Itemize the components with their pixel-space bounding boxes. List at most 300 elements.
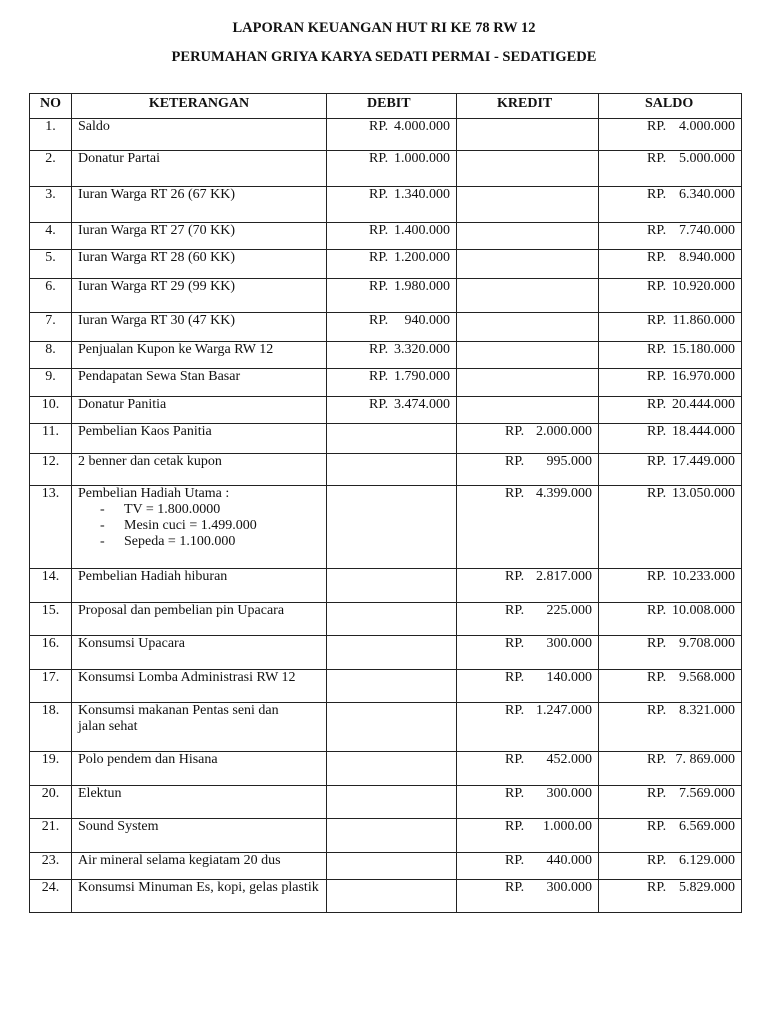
row-number: 23.: [30, 853, 72, 880]
currency-label: RP.: [647, 853, 667, 868]
prize-text: Sepeda = 1.100.000: [124, 534, 236, 549]
kredit-cell: [457, 279, 599, 313]
debit-cell: [327, 313, 457, 342]
currency-label: RP.: [369, 369, 389, 384]
prize-list: [78, 502, 320, 550]
saldo-cell: [599, 397, 742, 424]
description-text: Iuran Warga RT 29 (99 KK): [78, 279, 236, 294]
saldo-cell: [599, 151, 742, 187]
row-number: 16.: [30, 636, 72, 670]
row-number: 8.: [30, 342, 72, 369]
row-description: [72, 187, 327, 223]
description-text: Penjualan Kupon ke Warga RW 12: [78, 342, 274, 357]
saldo-cell: [599, 670, 742, 703]
row-number: 20.: [30, 786, 72, 819]
saldo-amount: [605, 752, 735, 768]
description-text: Pembelian Kaos Panitia: [78, 424, 212, 439]
currency-label: RP.: [505, 752, 525, 767]
debit-cell: [327, 279, 457, 313]
debit-amount: [333, 313, 450, 329]
kredit-value: 4.399.000: [536, 486, 592, 501]
kredit-amount: [463, 703, 592, 719]
kredit-value: 300.000: [546, 636, 592, 651]
saldo-value: 15.180.000: [672, 342, 735, 357]
debit-value: 1.000.000: [394, 151, 450, 166]
row-description: [72, 279, 327, 313]
row-number: 21.: [30, 819, 72, 853]
table-row: [30, 279, 742, 313]
saldo-cell: [599, 250, 742, 279]
row-description: [72, 670, 327, 703]
currency-label: RP.: [505, 454, 525, 469]
debit-value: 1.400.000: [394, 223, 450, 238]
kredit-cell: [457, 853, 599, 880]
kredit-cell: [457, 151, 599, 187]
kredit-amount: [463, 603, 592, 619]
row-description: [72, 486, 327, 569]
debit-cell: [327, 119, 457, 151]
currency-label: RP.: [369, 342, 389, 357]
saldo-value: 7.569.000: [679, 786, 735, 801]
row-description: [72, 313, 327, 342]
currency-label: RP.: [505, 636, 525, 651]
row-number: 24.: [30, 880, 72, 913]
saldo-cell: [599, 424, 742, 454]
debit-cell: [327, 486, 457, 569]
currency-label: RP.: [647, 454, 667, 469]
row-number: 19.: [30, 752, 72, 786]
kredit-amount: [463, 786, 592, 802]
description-text: Donatur Partai: [78, 151, 161, 166]
table-row: [30, 424, 742, 454]
kredit-cell: [457, 486, 599, 569]
kredit-amount: [463, 853, 592, 869]
saldo-cell: [599, 603, 742, 636]
row-number: 15.: [30, 603, 72, 636]
row-description: [72, 151, 327, 187]
kredit-cell: [457, 880, 599, 913]
prize-text: Mesin cuci = 1.499.000: [124, 518, 257, 533]
table-row: [30, 819, 742, 853]
row-description: [72, 603, 327, 636]
report-title: LAPORAN KEUANGAN HUT RI KE 78 RW 12: [232, 20, 536, 36]
description-text: Konsumsi Lomba Administrasi RW 12: [78, 670, 296, 685]
prize-list-item: [78, 534, 320, 550]
kredit-cell: [457, 223, 599, 250]
saldo-value: 7. 869.000: [675, 752, 735, 767]
row-description: [72, 119, 327, 151]
saldo-cell: [599, 880, 742, 913]
saldo-cell: [599, 313, 742, 342]
currency-label: RP.: [369, 187, 389, 202]
table-row: [30, 223, 742, 250]
row-description: [72, 636, 327, 670]
description-text: Iuran Warga RT 27 (70 KK): [78, 223, 236, 238]
kredit-amount: [463, 670, 592, 686]
saldo-value: 4.000.000: [679, 119, 735, 134]
currency-label: RP.: [647, 670, 667, 685]
currency-label: RP.: [369, 119, 389, 134]
currency-label: RP.: [369, 223, 389, 238]
saldo-amount: [605, 703, 735, 719]
saldo-cell: [599, 369, 742, 397]
table-row: [30, 119, 742, 151]
row-number: 13.: [30, 486, 72, 569]
saldo-value: 17.449.000: [672, 454, 735, 469]
debit-value: 1.790.000: [394, 369, 450, 384]
saldo-value: 5.829.000: [679, 880, 735, 895]
debit-cell: [327, 151, 457, 187]
debit-value: 940.000: [404, 313, 450, 328]
kredit-value: 452.000: [546, 752, 592, 767]
currency-label: RP.: [505, 670, 525, 685]
currency-label: RP.: [369, 397, 389, 412]
row-number: 12.: [30, 454, 72, 486]
debit-value: 1.200.000: [394, 250, 450, 265]
debit-cell: [327, 786, 457, 819]
saldo-cell: [599, 279, 742, 313]
saldo-value: 18.444.000: [672, 424, 735, 439]
row-description: [72, 752, 327, 786]
saldo-cell: [599, 119, 742, 151]
debit-cell: [327, 342, 457, 369]
row-description: [72, 454, 327, 486]
kredit-cell: [457, 342, 599, 369]
saldo-amount: [605, 119, 735, 135]
debit-amount: [333, 369, 450, 385]
currency-label: RP.: [647, 880, 667, 895]
table-row: [30, 636, 742, 670]
kredit-value: 1.000.00: [543, 819, 592, 834]
saldo-amount: [605, 670, 735, 686]
saldo-cell: [599, 223, 742, 250]
currency-label: RP.: [647, 223, 667, 238]
kredit-amount: [463, 636, 592, 652]
saldo-amount: [605, 786, 735, 802]
kredit-cell: [457, 636, 599, 670]
table-row: [30, 703, 742, 752]
saldo-amount: [605, 819, 735, 835]
saldo-value: 6.340.000: [679, 187, 735, 202]
debit-value: 4.000.000: [394, 119, 450, 134]
kredit-amount: [463, 454, 592, 470]
debit-cell: [327, 187, 457, 223]
description-text: Pembelian Hadiah Utama :: [78, 486, 230, 501]
currency-label: RP.: [369, 279, 389, 294]
description-text: Saldo: [78, 119, 110, 134]
debit-amount: [333, 151, 450, 167]
description-text: Donatur Panitia: [78, 397, 167, 412]
saldo-amount: [605, 250, 735, 266]
kredit-cell: [457, 752, 599, 786]
row-number: 14.: [30, 569, 72, 603]
prize-list-item: [78, 502, 320, 518]
currency-label: RP.: [647, 342, 667, 357]
saldo-value: 6.569.000: [679, 819, 735, 834]
report-subtitle: PERUMAHAN GRIYA KARYA SEDATI PERMAI - SEDATIGEDE: [171, 49, 597, 65]
row-number: 7.: [30, 313, 72, 342]
table-row: [30, 397, 742, 424]
bullet-dash: -: [100, 534, 105, 549]
currency-label: RP.: [505, 786, 525, 801]
currency-label: RP.: [647, 786, 667, 801]
row-number: 18.: [30, 703, 72, 752]
kredit-cell: [457, 670, 599, 703]
table-row: [30, 486, 742, 569]
debit-cell: [327, 819, 457, 853]
saldo-value: 10.008.000: [672, 603, 735, 618]
header-row: [30, 94, 742, 119]
row-number: 2.: [30, 151, 72, 187]
currency-label: RP.: [647, 703, 667, 718]
saldo-amount: [605, 569, 735, 585]
description-text: Iuran Warga RT 28 (60 KK): [78, 250, 236, 265]
kredit-cell: [457, 786, 599, 819]
debit-cell: [327, 703, 457, 752]
saldo-value: 9.568.000: [679, 670, 735, 685]
row-number: 4.: [30, 223, 72, 250]
prize-text: TV = 1.800.0000: [124, 502, 221, 517]
saldo-cell: [599, 187, 742, 223]
kredit-cell: [457, 819, 599, 853]
table-row: [30, 369, 742, 397]
currency-label: RP.: [647, 424, 667, 439]
debit-cell: [327, 752, 457, 786]
saldo-value: 5.000.000: [679, 151, 735, 166]
debit-amount: [333, 342, 450, 358]
kredit-cell: [457, 313, 599, 342]
currency-label: RP.: [647, 486, 667, 501]
header-kredit: KREDIT: [457, 94, 599, 119]
saldo-value: 10.233.000: [672, 569, 735, 584]
bullet-dash: -: [100, 518, 105, 533]
currency-label: RP.: [505, 486, 525, 501]
currency-label: RP.: [647, 279, 667, 294]
saldo-cell: [599, 636, 742, 670]
saldo-cell: [599, 569, 742, 603]
kredit-value: 995.000: [546, 454, 592, 469]
header-debit: DEBIT: [327, 94, 457, 119]
table-row: [30, 569, 742, 603]
saldo-value: 6.129.000: [679, 853, 735, 868]
table-row: [30, 342, 742, 369]
debit-cell: [327, 880, 457, 913]
debit-cell: [327, 569, 457, 603]
currency-label: RP.: [647, 151, 667, 166]
row-number: 6.: [30, 279, 72, 313]
kredit-amount: [463, 424, 592, 440]
saldo-value: 7.740.000: [679, 223, 735, 238]
currency-label: RP.: [505, 703, 525, 718]
row-number: 5.: [30, 250, 72, 279]
saldo-amount: [605, 636, 735, 652]
saldo-cell: [599, 786, 742, 819]
saldo-value: 8.321.000: [679, 703, 735, 718]
table-row: [30, 151, 742, 187]
currency-label: RP.: [647, 603, 667, 618]
kredit-value: 300.000: [546, 880, 592, 895]
table-row: [30, 853, 742, 880]
debit-cell: [327, 636, 457, 670]
saldo-amount: [605, 313, 735, 329]
row-description: [72, 342, 327, 369]
description-text: 2 benner dan cetak kupon: [78, 454, 222, 469]
header-keterangan: KETERANGAN: [72, 94, 327, 119]
currency-label: RP.: [647, 819, 667, 834]
debit-cell: [327, 250, 457, 279]
currency-label: RP.: [647, 569, 667, 584]
table-row: [30, 670, 742, 703]
kredit-amount: [463, 486, 592, 502]
kredit-cell: [457, 569, 599, 603]
debit-cell: [327, 603, 457, 636]
currency-label: RP.: [647, 187, 667, 202]
debit-value: 3.474.000: [394, 397, 450, 412]
currency-label: RP.: [369, 250, 389, 265]
currency-label: RP.: [505, 569, 525, 584]
description-text-line2: jalan sehat: [78, 719, 138, 734]
row-number: 3.: [30, 187, 72, 223]
kredit-value: 440.000: [546, 853, 592, 868]
saldo-cell: [599, 342, 742, 369]
prize-list-item: [78, 518, 320, 534]
row-number: 11.: [30, 424, 72, 454]
ledger-body: [30, 119, 742, 913]
saldo-cell: [599, 454, 742, 486]
kredit-cell: [457, 250, 599, 279]
row-description: [72, 250, 327, 279]
table-row: [30, 752, 742, 786]
saldo-amount: [605, 223, 735, 239]
description-text: Pendapatan Sewa Stan Basar: [78, 369, 241, 384]
debit-amount: [333, 119, 450, 135]
saldo-amount: [605, 853, 735, 869]
currency-label: RP.: [647, 397, 667, 412]
header-no: NO: [30, 94, 72, 119]
currency-label: RP.: [369, 151, 389, 166]
row-description: [72, 880, 327, 913]
saldo-amount: [605, 151, 735, 167]
row-description: [72, 819, 327, 853]
currency-label: RP.: [647, 636, 667, 651]
kredit-cell: [457, 703, 599, 752]
debit-cell: [327, 670, 457, 703]
debit-amount: [333, 187, 450, 203]
description-text: Elektun: [78, 786, 122, 801]
kredit-amount: [463, 752, 592, 768]
kredit-cell: [457, 397, 599, 424]
saldo-cell: [599, 819, 742, 853]
currency-label: RP.: [647, 313, 667, 328]
debit-value: 3.320.000: [394, 342, 450, 357]
description-text: Air mineral selama kegiatam 20 dus: [78, 853, 281, 868]
kredit-value: 140.000: [546, 670, 592, 685]
saldo-amount: [605, 424, 735, 440]
saldo-amount: [605, 880, 735, 896]
description-text: Konsumsi Upacara: [78, 636, 185, 651]
row-description: [72, 369, 327, 397]
ledger-table: [29, 93, 742, 913]
bullet-dash: -: [100, 502, 105, 517]
table-row: [30, 786, 742, 819]
kredit-value: 225.000: [546, 603, 592, 618]
debit-value: 1.980.000: [394, 279, 450, 294]
debit-cell: [327, 397, 457, 424]
currency-label: RP.: [505, 853, 525, 868]
description-text: Konsumsi makanan Pentas seni dan: [78, 703, 279, 718]
currency-label: RP.: [647, 752, 667, 767]
currency-label: RP.: [505, 819, 525, 834]
kredit-cell: [457, 424, 599, 454]
saldo-amount: [605, 369, 735, 385]
kredit-cell: [457, 369, 599, 397]
saldo-value: 9.708.000: [679, 636, 735, 651]
kredit-value: 300.000: [546, 786, 592, 801]
saldo-amount: [605, 486, 735, 502]
table-row: [30, 603, 742, 636]
kredit-value: 2.000.000: [536, 424, 592, 439]
debit-amount: [333, 250, 450, 266]
row-number: 10.: [30, 397, 72, 424]
kredit-cell: [457, 119, 599, 151]
table-row: [30, 250, 742, 279]
kredit-amount: [463, 819, 592, 835]
kredit-cell: [457, 603, 599, 636]
saldo-amount: [605, 454, 735, 470]
currency-label: RP.: [505, 603, 525, 618]
currency-label: RP.: [647, 119, 667, 134]
row-description: [72, 397, 327, 424]
kredit-value: 1.247.000: [536, 703, 592, 718]
saldo-value: 10.920.000: [672, 279, 735, 294]
saldo-amount: [605, 279, 735, 295]
currency-label: RP.: [505, 880, 525, 895]
debit-cell: [327, 853, 457, 880]
debit-amount: [333, 397, 450, 413]
debit-value: 1.340.000: [394, 187, 450, 202]
table-row: [30, 880, 742, 913]
table-row: [30, 313, 742, 342]
description-text: Pembelian Hadiah hiburan: [78, 569, 228, 584]
debit-cell: [327, 223, 457, 250]
kredit-cell: [457, 187, 599, 223]
description-text: Iuran Warga RT 26 (67 KK): [78, 187, 236, 202]
row-number: 1.: [30, 119, 72, 151]
kredit-cell: [457, 454, 599, 486]
row-description: [72, 424, 327, 454]
description-text: Sound System: [78, 819, 159, 834]
currency-label: RP.: [369, 313, 389, 328]
row-number: 9.: [30, 369, 72, 397]
debit-amount: [333, 279, 450, 295]
debit-amount: [333, 223, 450, 239]
row-description: [72, 569, 327, 603]
debit-cell: [327, 369, 457, 397]
saldo-amount: [605, 603, 735, 619]
description-text: Iuran Warga RT 30 (47 KK): [78, 313, 236, 328]
description-text: Polo pendem dan Hisana: [78, 752, 218, 767]
kredit-amount: [463, 569, 592, 585]
kredit-amount: [463, 880, 592, 896]
saldo-value: 11.860.000: [672, 313, 735, 328]
saldo-value: 16.970.000: [672, 369, 735, 384]
currency-label: RP.: [505, 424, 525, 439]
saldo-cell: [599, 752, 742, 786]
saldo-amount: [605, 397, 735, 413]
currency-label: RP.: [647, 250, 667, 265]
table-row: [30, 454, 742, 486]
header-saldo: SALDO: [599, 94, 742, 119]
